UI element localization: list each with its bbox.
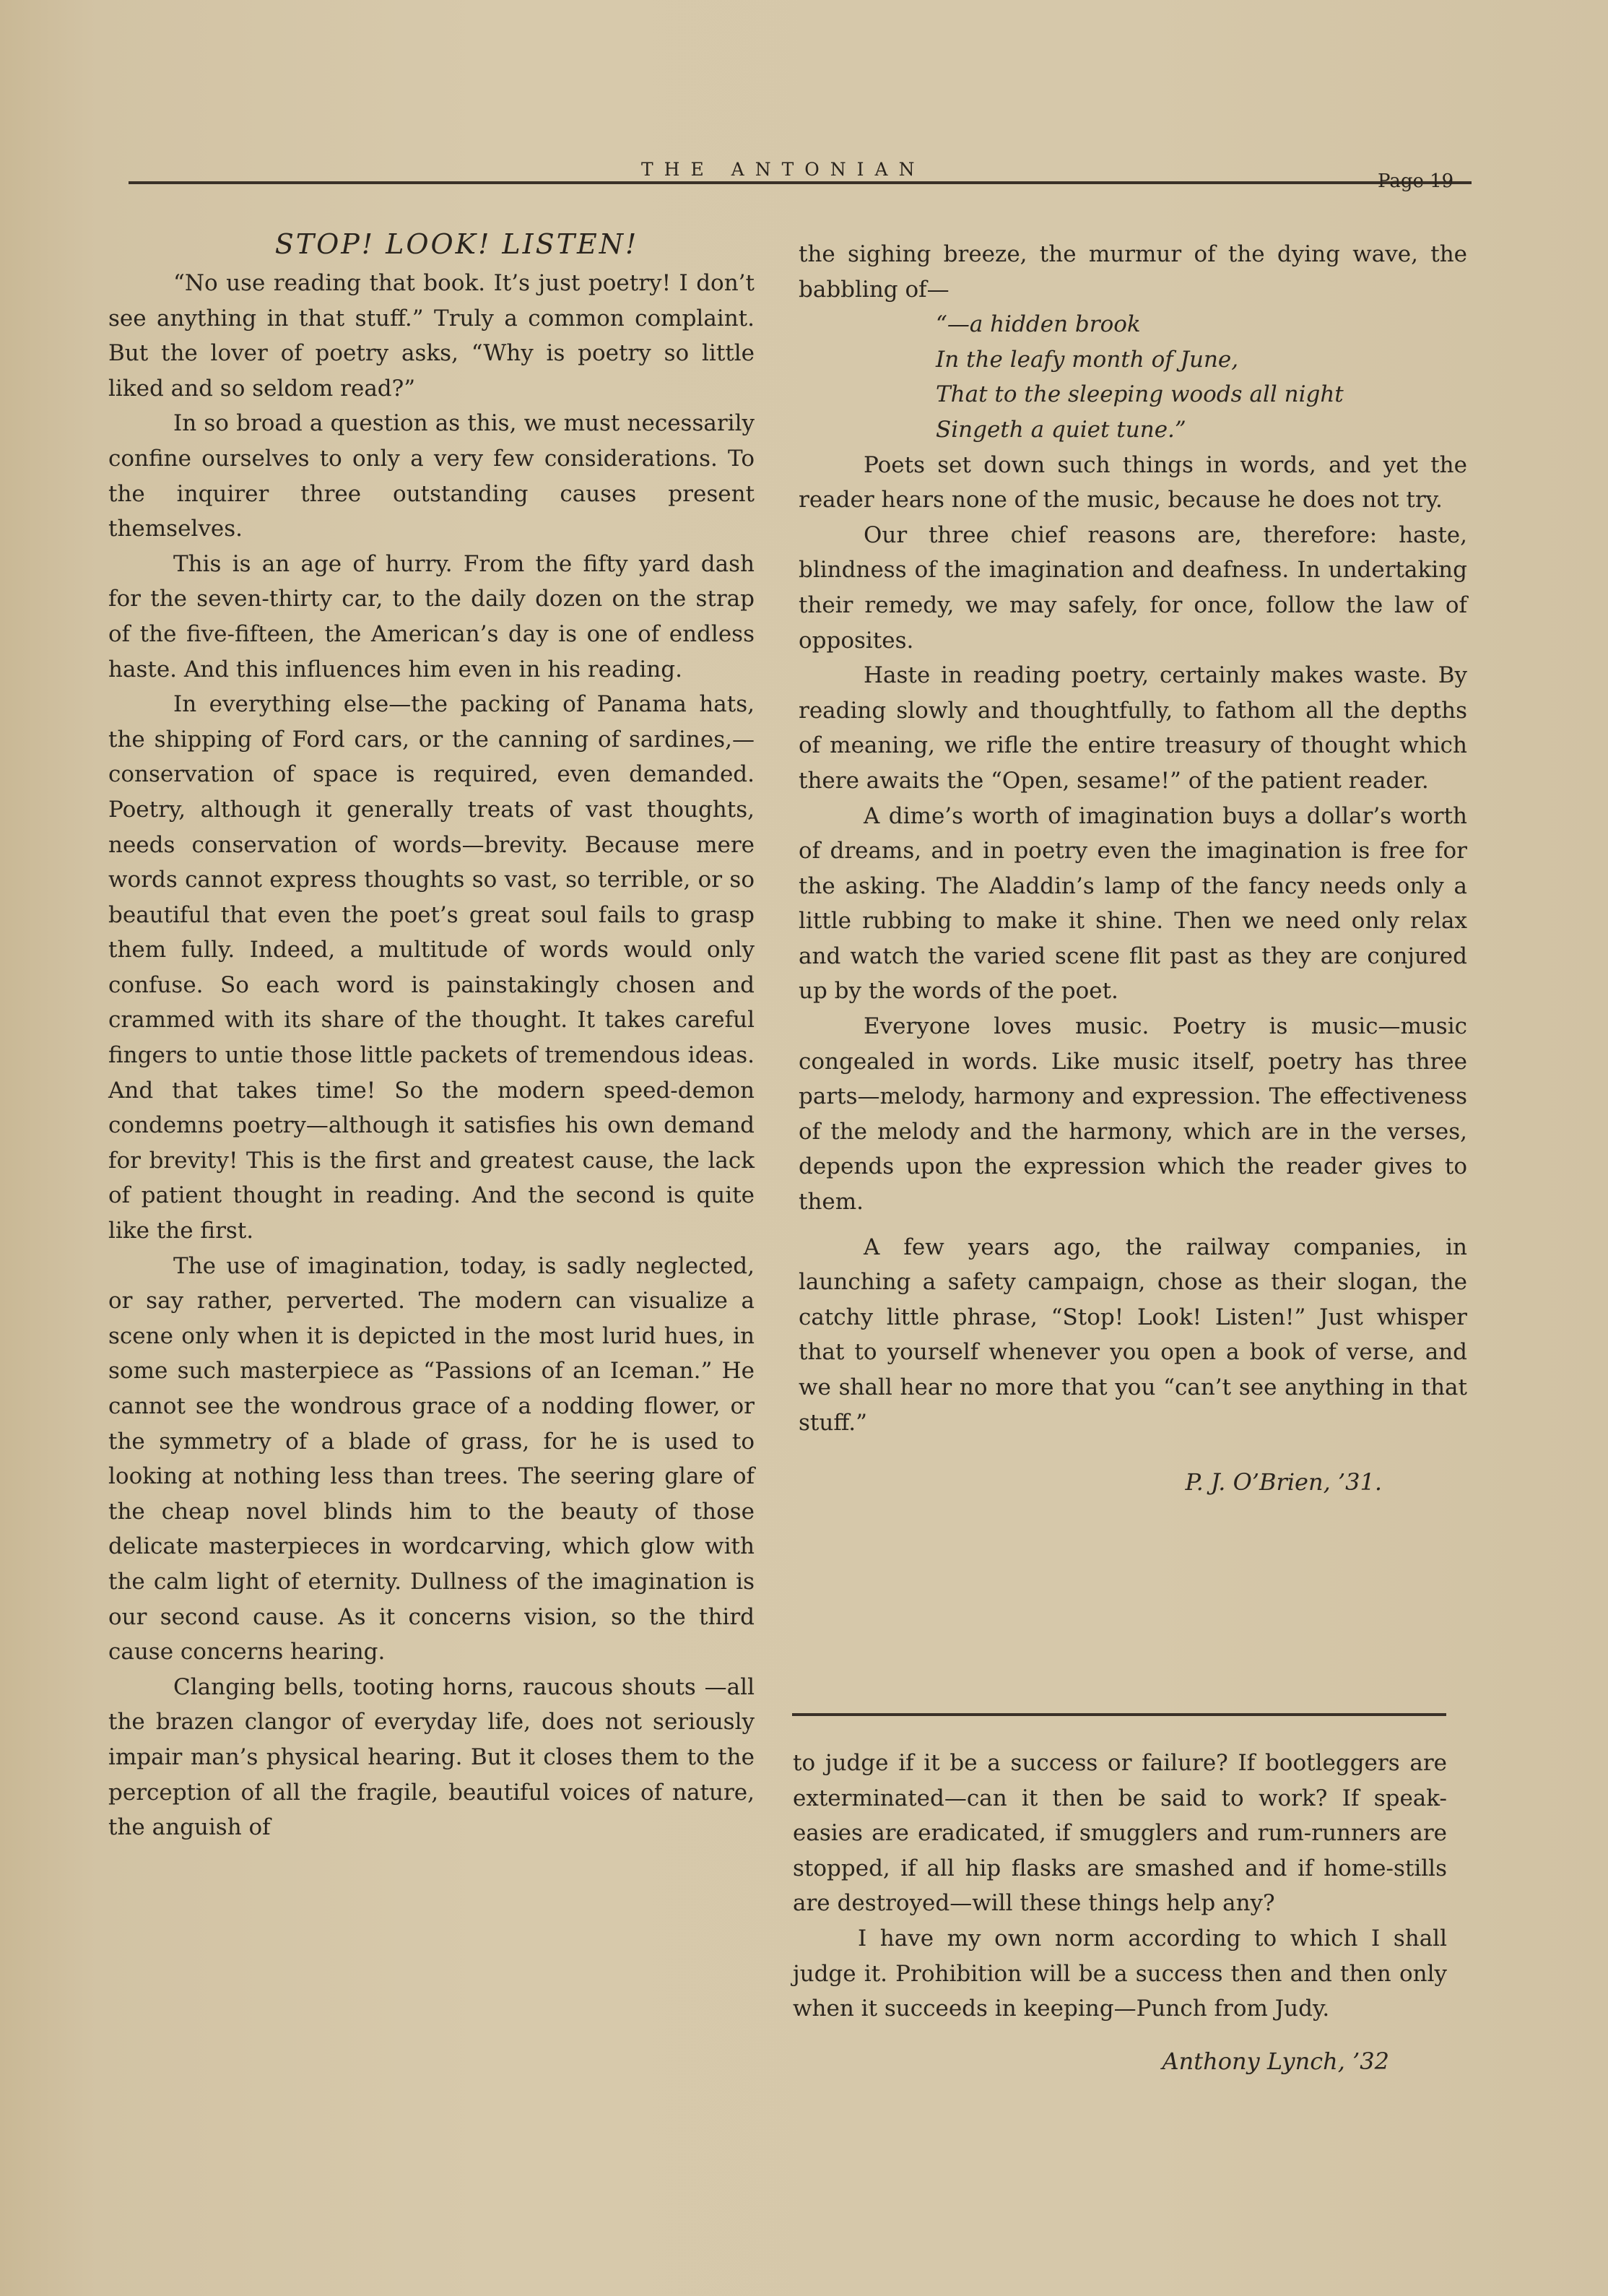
paragraph: In everything else—the packing of Panama hats, the shipping of Ford cars, or the canning of sardines,—conservation of space is required, even demanded. Poetry, although it generally treats of vast thoughts, needs conservation of words—brevity. Because mere words cannot express thoughts so vast, so terrible, or so beautiful that even the poet’s great soul fails to grasp them fully. Indeed, a multitude of words would only confuse. So each word is painstakingly chosen and crammed with its share of the thought. It takes careful fingers to untie those little packets of tremendous ideas. And that takes time! So the modern speed-demon condemns poetry—although it satisfies his own demand for brevity! This is the first and greatest cause, the lack of patient thought in reading. And the second is quite like the first.	[108, 691, 755, 1244]
paragraph: to judge if it be a success or failure? If bootleggers are exterminated—can it then be said to work? If speak-easies are eradicated, if smugglers and rum-runners are stopped, if all hip flasks are smashed and if home-stills are destroyed—will these things help any?	[793, 1750, 1447, 1917]
right-column	[799, 237, 1467, 1500]
paragraph: This is an age of hurry. From the fifty yard dash for the seven-thirty car, to the daily dozen on the strap of the five-fifteen, the American’s day is one of endless haste. And this influences him even in his reading.	[108, 550, 755, 683]
paragraph: In so broad a question as this, we must necessarily confine ourselves to only a very few considerations. To the inquirer three outstanding causes present themselves.	[108, 410, 755, 542]
paragraph: Everyone loves music. Poetry is music—music congealed in words. Like music itself, poetry has three parts—melody, harmony and expression. The effectiveness of the melody and the harmony, which are in the verses, depends upon the expression which the reader gives to them.	[799, 1013, 1467, 1216]
article-title: STOP! LOOK! LISTEN!	[274, 228, 639, 260]
paragraph: “No use reading that book. It’s just poetry! I don’t see anything in that stuff.” Truly a common complaint. But the lover of poetry asks, “Why is poetry so little liked and so seldom read?”	[108, 270, 755, 402]
paragraph: A dime’s worth of imagination buys a dollar’s worth of dreams, and in poetry even the imagination is free for the asking. The Aladdin’s lamp of the fancy needs only a little rubbing to make it shine. Then we need only relax and watch the varied scene flit past as they are conjured up by the words of the poet.	[799, 802, 1467, 1005]
publication-title: THE ANTONIAN	[641, 159, 926, 180]
verse-line: That to the sleeping woods all night	[936, 381, 1344, 408]
verse-line: “—a hidden brook	[936, 311, 1141, 338]
paragraph: Our three chief reasons are, therefore: haste, blindness of the imagination and deafness. In undertaking their remedy, we may safely, for once, follow the law of opposites.	[799, 521, 1467, 654]
paragraph: Clanging bells, tooting horns, raucous shouts —all the brazen clangor of everyday life, does not seriously impair man’s physical hearing. But it closes them to the perception of all the fragile, beautiful voices of nature, the anguish of	[108, 1673, 755, 1841]
author-signature: Anthony Lynch, ’32	[1162, 2047, 1389, 2075]
verse-line: In the leafy month of June,	[936, 346, 1239, 373]
header-rule	[129, 181, 1472, 184]
paragraph: I have my own norm according to which I shall judge it. Prohibition will be a success then and then only when it succeeds in keeping—Punch from Judy.	[793, 1925, 1447, 2022]
paragraph: Poets set down such things in words, and yet the reader hears none of the music, because he does not try.	[799, 451, 1467, 514]
verse-line: Singeth a quiet tune.”	[936, 416, 1186, 443]
page-header	[129, 155, 1480, 191]
paragraph: the sighing breeze, the murmur of the dying wave, the babbling of—	[799, 241, 1467, 303]
paragraph: The use of imagination, today, is sadly neglected, or say rather, perverted. The modern can visualize a scene only when it is depicted in the most lurid hues, in some such masterpiece as “Passions of an Iceman.” He cannot see the wondrous grace of a nodding flower, or the symmetry of a blade of grass, for he is used to looking at nothing less than trees. The seering glare of the cheap novel blinds him to the beauty of those delicate masterpieces in wordcarving, which glow with the calm light of eternity. Dullness of the imagination is our second cause. As it concerns vision, so the third cause concerns hearing.	[108, 1252, 755, 1665]
page-number: Page 19	[1378, 170, 1454, 192]
paragraph: Haste in reading poetry, certainly makes waste. By reading slowly and thoughtfully, to fathom all the depths of meaning, we rifle the entire treasury of thought which there awaits the “Open, sesame!” of the patient reader.	[799, 662, 1467, 794]
section-divider	[792, 1713, 1446, 1716]
continuation-column	[793, 1746, 1447, 2079]
paragraph: A few years ago, the railway companies, in launching a safety campaign, chose as their slogan, the catchy little phrase, “Stop! Look! Listen!” Just whisper that to yourself whenever you open a book of verse, and we shall hear no more that you “can’t see anything in that stuff.”	[799, 1234, 1467, 1436]
author-signature: P. J. O’Brien, ’31.	[1185, 1468, 1382, 1496]
poem-quote	[936, 307, 1467, 447]
left-column	[108, 222, 755, 1845]
